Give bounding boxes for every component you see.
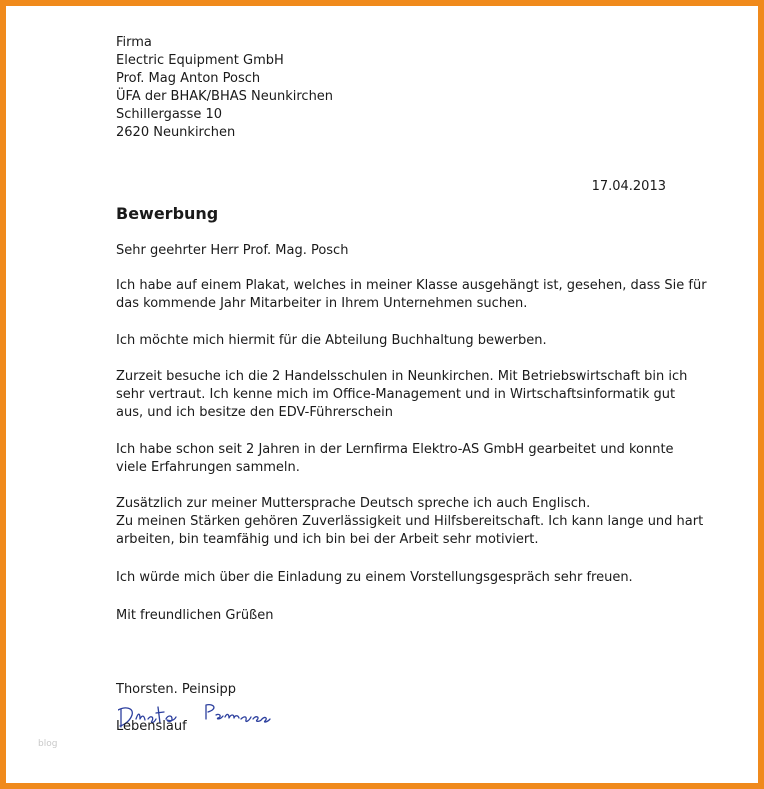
body-line: Zusätzlich zur meiner Muttersprache Deutsch spreche ich auch Englisch.: [116, 496, 591, 511]
letter-title: Bewerbung: [116, 204, 219, 223]
closing: Mit freundlichen Grüßen: [116, 608, 274, 623]
body-line: Ich habe schon seit 2 Jahren in der Lernfirma Elektro-AS GmbH gearbeitet und konnte: [116, 442, 674, 457]
watermark: blog: [38, 739, 58, 749]
sender-name: Thorsten. Peinsipp: [116, 682, 236, 697]
body-line: aus, und ich besitze den EDV-Führerschein: [116, 405, 394, 420]
body-line: Zurzeit besuche ich die 2 Handelsschulen in Neunkirchen. Mit Betriebswirtschaft bin ich: [116, 369, 688, 384]
body-line: sehr vertraut. Ich kenne mich im Office-Management und in Wirtschaftsinformatik gut: [116, 387, 676, 402]
body-line: Zu meinen Stärken gehören Zuverlässigkeit und Hilfsbereitschaft. Ich kann lange und hart: [116, 514, 704, 529]
letter-date: 17.04.2013: [591, 179, 666, 194]
salutation: Sehr geehrter Herr Prof. Mag. Posch: [116, 243, 349, 258]
body-line: Ich würde mich über die Einladung zu einem Vorstellungsgespräch sehr freuen.: [116, 570, 633, 585]
address-line: Firma: [116, 35, 152, 50]
attachment-label: Lebenslauf: [116, 719, 187, 734]
address-line: Prof. Mag Anton Posch: [116, 71, 261, 86]
address-line: ÜFA der BHAK/BHAS Neunkirchen: [116, 89, 334, 104]
body-line: viele Erfahrungen sammeln.: [116, 460, 300, 475]
address-line: Electric Equipment GmbH: [116, 53, 284, 68]
body-line: arbeiten, bin teamfähig und ich bin bei der Arbeit sehr motiviert.: [116, 532, 539, 547]
body-line: Ich habe auf einem Plakat, welches in meiner Klasse ausgehängt ist, gesehen, dass Sie für: [116, 278, 707, 293]
address-line: 2620 Neunkirchen: [116, 125, 236, 140]
letter-document: [6, 6, 758, 783]
body-line: das kommende Jahr Mitarbeiter in Ihrem Unternehmen suchen.: [116, 296, 528, 311]
address-line: Schillergasse 10: [116, 107, 223, 122]
body-line: Ich möchte mich hiermit für die Abteilung Buchhaltung bewerben.: [116, 333, 547, 348]
